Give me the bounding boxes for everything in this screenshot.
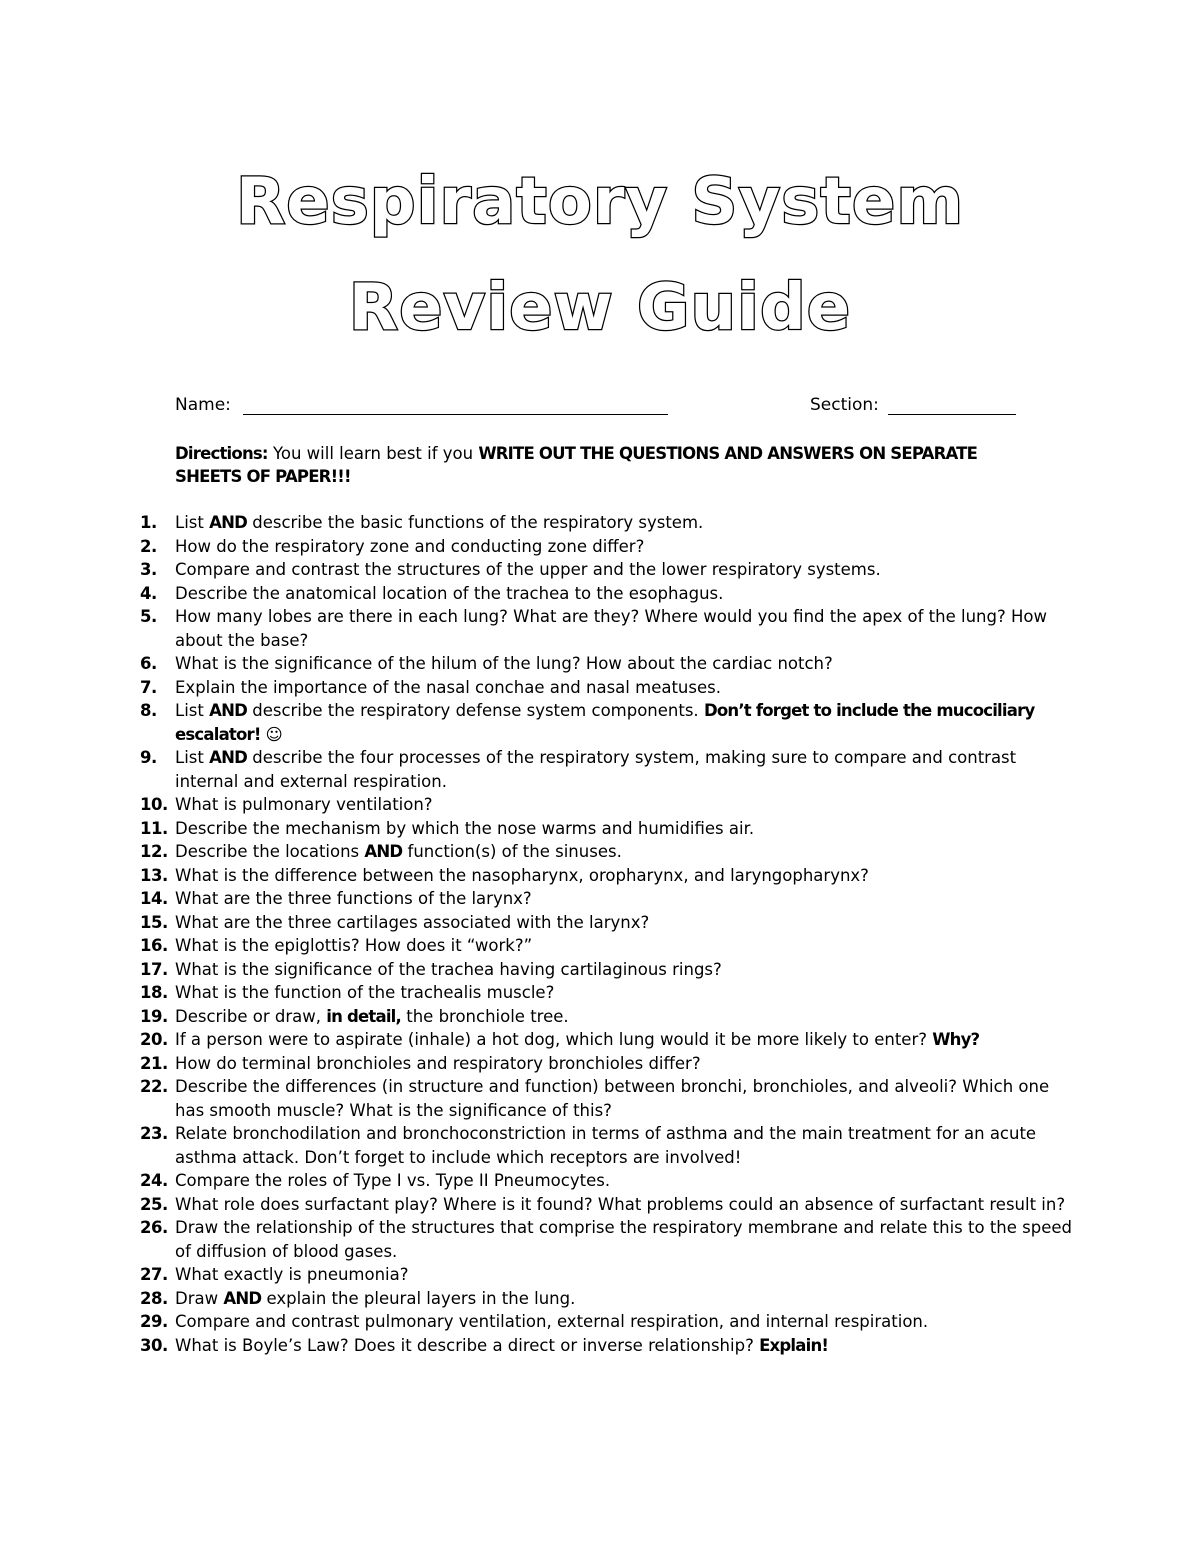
question-item	[140, 1193, 1090, 1217]
question-text-part: What is the difference between the nasopharynx, oropharynx, and laryngopharynx?	[175, 865, 869, 885]
question-text	[175, 981, 1080, 1005]
question-number: 18.	[140, 983, 168, 1002]
question-text-part: the bronchiole tree.	[401, 1006, 569, 1026]
question-text-part: Describe the differences (in structure and function) between bronchi, bronchioles, and alveoli? Which one has smooth muscle? What is the significance of this?	[175, 1077, 1050, 1120]
question-text	[175, 864, 1080, 888]
question-item	[140, 1287, 1090, 1311]
question-number: 22.	[140, 1077, 168, 1096]
question-text	[175, 1075, 1080, 1122]
question-emphasis: AND	[209, 748, 247, 767]
question-item	[140, 981, 1090, 1005]
question-text-part: describe the respiratory defense system components.	[246, 701, 704, 720]
question-number: 5.	[140, 607, 157, 626]
question-item	[140, 699, 1090, 746]
question-number: 14.	[140, 889, 168, 908]
directions-label: Directions:	[175, 444, 268, 463]
question-item	[140, 1263, 1090, 1287]
question-number: 8.	[140, 701, 157, 720]
question-text-part: Compare and contrast the structures of the upper and the lower respiratory systems.	[175, 560, 881, 579]
question-text	[175, 535, 1080, 559]
question-emphasis: AND	[209, 513, 247, 532]
question-item	[140, 1122, 1090, 1169]
question-text-part: describe the basic functions of the respiratory system.	[246, 513, 704, 532]
question-text	[175, 558, 1080, 582]
question-emphasis: Don’t forget to include the mucociliary escalator! ☺	[175, 701, 1035, 744]
question-number: 16.	[140, 936, 168, 955]
question-text-part: What are the three functions of the larynx?	[175, 889, 532, 908]
question-item	[140, 864, 1090, 888]
question-text	[175, 511, 1080, 535]
question-text-part: How do terminal bronchioles and respiratory bronchioles differ?	[175, 1053, 701, 1073]
question-text-part: How do the respiratory zone and conducting zone differ?	[175, 536, 645, 556]
question-text-part: What is the significance of the hilum of the lung? How about the cardiac notch?	[175, 654, 833, 673]
question-item	[140, 605, 1090, 652]
question-text-part: What is the significance of the trachea having cartilaginous rings?	[175, 959, 722, 979]
question-text-part: What role does surfactant play? Where is it found? What problems could an absence of surfactant result in?	[175, 1194, 1066, 1214]
student-info-row	[175, 392, 1020, 422]
question-text	[175, 840, 1080, 864]
question-number: 30.	[140, 1335, 168, 1355]
question-text-part: What is the function of the trachealis muscle?	[175, 983, 555, 1002]
question-text	[175, 746, 1080, 793]
question-item	[140, 676, 1090, 700]
question-text	[175, 676, 1080, 700]
question-text	[175, 911, 1080, 935]
question-text	[175, 958, 1080, 982]
question-number: 2.	[140, 536, 157, 556]
question-item	[140, 652, 1090, 676]
name-blank[interactable]	[243, 414, 668, 415]
question-item	[140, 1216, 1090, 1263]
question-item	[140, 1052, 1090, 1076]
question-number: 19.	[140, 1006, 168, 1026]
question-number: 23.	[140, 1124, 168, 1143]
question-item	[140, 793, 1090, 817]
question-text-part: Describe the locations	[175, 842, 365, 861]
question-text-part: List	[175, 701, 210, 720]
question-text	[175, 887, 1080, 911]
question-text-part: What exactly is pneumonia?	[175, 1265, 409, 1284]
question-item	[140, 1169, 1090, 1193]
question-number: 17.	[140, 959, 168, 979]
question-item	[140, 958, 1090, 982]
question-text	[175, 1334, 1080, 1358]
question-number: 7.	[140, 677, 157, 697]
question-item	[140, 1334, 1090, 1358]
question-emphasis: in detail,	[326, 1006, 401, 1026]
question-text-part: Compare and contrast pulmonary ventilation, external respiration, and internal respiration.	[175, 1312, 929, 1331]
directions-paragraph	[175, 442, 1035, 488]
question-number: 26.	[140, 1218, 168, 1237]
question-emphasis: AND	[223, 1288, 262, 1308]
question-item	[140, 582, 1090, 606]
page-title-line-1: Respiratory System	[236, 165, 964, 239]
question-number: 20.	[140, 1030, 168, 1049]
question-text	[175, 1216, 1080, 1263]
question-text-part: Describe the mechanism by which the nose warms and humidifies air.	[175, 818, 755, 838]
question-text-part: What is Boyle’s Law? Does it describe a direct or inverse relationship?	[175, 1335, 760, 1355]
question-item	[140, 887, 1090, 911]
question-number: 9.	[140, 748, 157, 767]
question-number: 13.	[140, 865, 168, 885]
question-text	[175, 793, 1080, 817]
question-emphasis: Explain!	[759, 1335, 829, 1355]
question-text-part: If a person were to aspirate (inhale) a hot dog, which lung would it be more likely to enter?	[175, 1030, 933, 1049]
question-text-part: explain the pleural layers in the lung.	[261, 1288, 576, 1308]
question-item	[140, 1028, 1090, 1052]
question-text-part: List	[175, 513, 210, 532]
question-text-part: Explain the importance of the nasal conchae and nasal meatuses.	[175, 677, 721, 697]
question-number: 4.	[140, 583, 157, 603]
question-text	[175, 817, 1080, 841]
question-emphasis: AND	[209, 701, 247, 720]
question-item	[140, 817, 1090, 841]
question-number: 3.	[140, 560, 157, 579]
question-number: 1.	[140, 513, 157, 532]
question-text	[175, 699, 1080, 746]
question-emphasis: Why?	[932, 1030, 980, 1049]
question-text	[175, 1310, 1080, 1334]
section-label: Section:	[810, 395, 879, 415]
question-number: 28.	[140, 1288, 168, 1308]
question-number: 15.	[140, 912, 168, 932]
question-text	[175, 652, 1080, 676]
question-item	[140, 1310, 1090, 1334]
question-text-part: What are the three cartilages associated with the larynx?	[175, 912, 650, 932]
question-number: 6.	[140, 654, 157, 673]
question-number: 24.	[140, 1171, 168, 1190]
question-item	[140, 1005, 1090, 1029]
question-text-part: describe the four processes of the respiratory system, making sure to compare and contrast internal and external respiration.	[175, 748, 1017, 791]
directions-text: You will learn best if you	[272, 444, 474, 463]
question-item	[140, 535, 1090, 559]
question-item	[140, 511, 1090, 535]
question-text	[175, 1122, 1080, 1169]
question-number: 29.	[140, 1312, 168, 1331]
question-text-part: Draw	[175, 1288, 224, 1308]
question-item	[140, 1075, 1090, 1122]
question-item	[140, 840, 1090, 864]
question-number: 12.	[140, 842, 168, 861]
question-text	[175, 1193, 1080, 1217]
name-label: Name:	[175, 395, 231, 415]
section-blank[interactable]	[888, 414, 1016, 415]
question-number: 25.	[140, 1194, 168, 1214]
question-item	[140, 934, 1090, 958]
question-number: 10.	[140, 795, 168, 814]
page-title-line-2: Review Guide	[348, 271, 852, 345]
question-text-part: Describe or draw,	[175, 1006, 327, 1026]
question-text-part: How many lobes are there in each lung? What are they? Where would you find the apex of the lung? How about the base?	[175, 607, 1047, 650]
question-text	[175, 934, 1080, 958]
question-emphasis: AND	[364, 842, 403, 861]
question-text	[175, 1169, 1080, 1193]
question-text-part: Compare the roles of Type I vs. Type II Pneumocytes.	[175, 1171, 611, 1190]
question-text-part: List	[175, 748, 210, 767]
question-text	[175, 582, 1080, 606]
question-text	[175, 1052, 1080, 1076]
question-text-part: Relate bronchodilation and bronchoconstriction in terms of asthma and the main treatment for an acute asthma attack. Don’t forget to include which receptors are involved!	[175, 1124, 1037, 1167]
question-text-part: Describe the anatomical location of the trachea to the esophagus.	[175, 583, 724, 603]
question-text	[175, 1005, 1080, 1029]
question-list	[140, 511, 1090, 1357]
question-item	[140, 558, 1090, 582]
question-number: 27.	[140, 1265, 168, 1284]
question-text-part: function(s) of the sinuses.	[402, 842, 622, 861]
question-number: 21.	[140, 1053, 168, 1073]
question-number: 11.	[140, 818, 168, 838]
question-text-part: Draw the relationship of the structures that comprise the respiratory membrane and relate this to the speed of diffusion of blood gases.	[175, 1218, 1072, 1261]
question-text	[175, 605, 1080, 652]
question-text	[175, 1287, 1080, 1311]
question-text-part: What is the epiglottis? How does it “work?”	[175, 936, 533, 955]
question-item	[140, 746, 1090, 793]
question-text-part: What is pulmonary ventilation?	[175, 795, 433, 814]
question-item	[140, 911, 1090, 935]
directions-emphasis: WRITE OUT THE QUESTIONS AND ANSWERS ON SEPARATE SHEETS OF PAPER!!!	[175, 444, 978, 486]
question-text	[175, 1263, 1080, 1287]
question-text	[175, 1028, 1080, 1052]
